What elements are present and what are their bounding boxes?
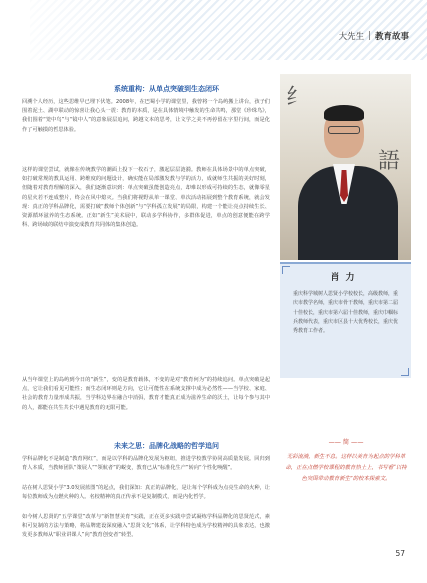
header-separator: |: [368, 31, 371, 41]
section-title-2: 未来之思：品牌化战略的哲学追问: [114, 442, 219, 450]
profile-name: 肖力: [330, 273, 361, 283]
page-number: 57: [395, 549, 405, 558]
profile-box: [280, 262, 411, 378]
portrait-photo: [280, 74, 411, 260]
wall-calligraphy-left: 纟: [286, 85, 309, 110]
running-header: [339, 30, 409, 42]
header-fade: [0, 0, 180, 60]
profile-corner-bottom: [401, 368, 409, 376]
quote-text: 无彩流淌，新生不息。这样以美育为起点的学科革命，正在点燃学校课程的教育热土上，书写看“以特色突围带动教育新生”的校本探索文。: [285, 454, 407, 482]
section2-paragraph-3: 如今树人思贤的“五学课堂”改革与“新智慧美育”实践，正在更多实践中尝试凝练学科品牌化的思贤范式，素积可复制的方法与策略，将品牌建设深度融入“思贤文化”体系，让学科特色成为学校精神的具象表达，也激发更多教师从“职业讲课人”向“教育创变者”转型。: [22, 514, 270, 539]
section-title-1: 系统重构：从单点突破到生态闭环: [114, 85, 219, 93]
section1-paragraph-1: 回溯个人经历，这些思维早已埋下伏笔。2008年，在巴蜀小学的课堂里，我曾将一个岛屿搬上讲台，孩子们围着泥土、湖中联动的惊喜让我心头一震：教育的本质，是在具体情境中触发的生命共鸣，那堂《珍珠鸟》，我们围着“笼中鸟”与“镜中人”的意象展层追问，跨越文本的思考，让文学之美不再停留在字里行间，而是化作了可触摸的哲思体验。: [22, 99, 270, 133]
section1-paragraph-2: 这样的课堂尝试，就像在传统教学的潮面上投下一枚石子，激起层层涟漪。教师在具体场景中的单点突破，如打破常规的教具运用、跨维度的问题设计，确实能在局部激发教与学的活力，成就师生共振的美好时刻，但随着对教育理解的深入，我们逐渐意识到：单点突破虽能创造亮点，却难以形成可持续的生态，就像零星的星火若不连成整片，终会在风中熄灭。当我们将视野从单一课堂、单次活动拓展到整个教育系统，就会发现：真正的学科品牌化，需要打破“教师个体创新”与“学科孤立发展”的局限，构建一个能让亮点持续生长、资源循环滋养的生态系统。正如“新生”美术展中，联动多学科协作，多群体促进，单点的创意便能在跨学科、跨场域的联结中演变成教育共同体的集体创造。: [22, 167, 270, 229]
header-column: 教育故事: [374, 32, 409, 42]
profile-bio: 重庆科学城树人思贤小学校校长，高级教师，重庆市教学名师，重庆市骨干教师，重庆市第二届十佳校长，重庆市第六届十佳教师，重庆巾帼标兵教师代表，重庆市区县十大优秀校长，重庆优秀教育工作者。: [293, 291, 399, 335]
header-author: 大先生: [338, 32, 365, 42]
section1-paragraph-3: 从当年课堂上的岛屿到今日的“新生”，变的是教育载体，不变的是对“教育何为”的持续追问。单点突破是起点，它让我们看见可能性；而生态闭环则是方向，它让可能性在系统支撑中成为必然性——当学校、家庭、社会的教育力量形成共振，当学科边界在融合中消弭，教育才能真正成为滋养生命的沃土，让每个参与其中的人，都能在共生共长中遇见教育的无限可能。: [22, 377, 270, 411]
section2-paragraph-2: 站在树人思贤小学“3.0发展蓝图”的起点，我们深知：真正的品牌化，是让每个学科成为点亮生命的火种，让每位教师成为点燃火种的人。名校精神的真正传承不是复制模式，而是内化哲学。: [22, 485, 270, 501]
portrait-glasses: [328, 126, 360, 134]
section2-paragraph-1: 学科品牌化不是制造“教育网红”，而是以学科的品牌化发展为枢纽，推进学校教学协同高质量发展。回归到育人本质，当教师团队“策展人”“领航者”的蜕变，教育已从“标准化生产”转向“个性化唤醒”。: [22, 456, 270, 472]
wall-calligraphy-right: 語: [378, 149, 401, 174]
portrait-hair: [324, 105, 364, 121]
quote-heading: —— 简 ——: [328, 439, 364, 446]
